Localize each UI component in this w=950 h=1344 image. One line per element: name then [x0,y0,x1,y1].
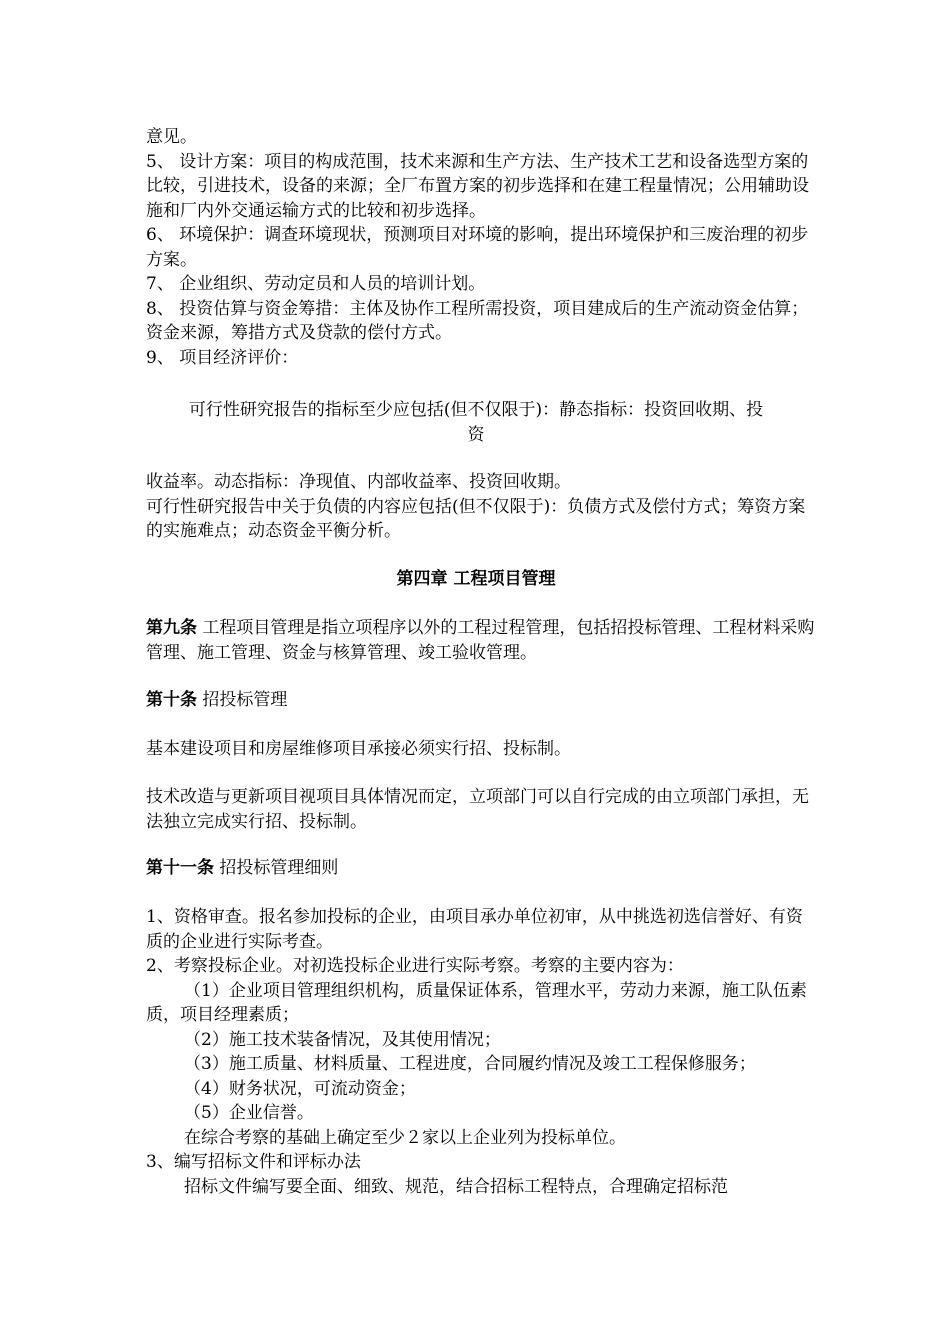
article-11-label: 第十一条 [146,858,214,878]
article-9-label: 第九条 [146,618,197,638]
paragraph-opinion-tail: 意见。 [146,127,197,147]
item-3-detail: 招标文件编写要全面、细致、规范，结合招标工程特点，合理确定招标范 [184,1176,728,1197]
article-10-label: 第十条 [146,690,197,710]
sub-item-2: （2）施工技术装备情况，及其使用情况； [184,1029,501,1050]
item-5-design-plan: 5、 设计方案：项目的构成范围，技术来源和生产方法、生产技术工艺和设备选型方案的比较，引进技术，设备的来源；全厂布置方案的初步选择和在建工程量情况；公用辅助设施和厂内外交通运输方式的比较和初步选择。 [146,151,809,221]
article-10-paragraph-1 [146,737,818,762]
article-10-paragraph-2 [146,785,818,834]
indicators-continued [146,470,818,544]
debt-content: 可行性研究报告中关于负债的内容应包括(但不仅限于)：负债方式及偿付方式；筹资方案的实施难点；动态资金平衡分析。 [146,496,806,541]
indicators-line-3: 收益率。动态指标：净现值、内部收益率、投资回收期。 [146,472,571,492]
indicators-line-1: 可行性研究报告的指标至少应包括(但不仅限于)：静态指标：投资回收期、投 [188,400,764,420]
item-7-organization: 7、 企业组织、劳动定员和人员的培训计划。 [146,274,486,294]
article-9-text: 工程项目管理是指立项程序以外的工程过程管理，包括招投标管理、工程材料采购管理、施工管理、资金与核算管理、竣工验收管理。 [146,618,815,663]
article-10-p2-text: 技术改造与更新项目视项目具体情况而定，立项部门可以自行完成的由立项部门承担，无法独立完成实行招、投标制。 [146,787,809,832]
item-2-inspection: 2、考察投标企业。对初选投标企业进行实际考察。考察的主要内容为： [146,956,684,976]
article-11-text: 招投标管理细则 [214,858,339,878]
sub-item-4: （4）财务状况，可流动资金； [184,1078,416,1099]
article-10-text: 招投标管理 [197,690,288,710]
sub-item-3: （3）施工质量、材料质量、工程进度，合同履约情况及竣工工程保修服务； [184,1054,756,1074]
chapter-4-title: 第四章 工程项目管理 [396,569,556,589]
indicators-centered [146,398,806,447]
item-6-environment: 6、 环境保护：调查环境现状，预测项目对环境的影响，提出环境保护和三废治理的初步方案。 [146,225,809,270]
article-11-heading [146,856,818,881]
article-11-items [146,905,818,1199]
article-9 [146,616,818,665]
article-10-heading [146,688,818,713]
item-3-bidding-docs: 3、编写招标文件和评标办法 [146,1152,361,1172]
sub-item-conclusion: 在综合考察的基础上确定至少２家以上企业列为投标单位。 [184,1127,626,1148]
item-9-evaluation: 9、 项目经济评价： [146,347,299,368]
sub-item-5: （5）企业信誉。 [184,1103,314,1123]
article-10-p1-text: 基本建设项目和房屋维修项目承接必须实行招、投标制。 [146,739,571,759]
item-8-investment: 8、 投资估算与资金筹措：主体及协作工程所需投资，项目建成后的生产流动资金估算；资金来源，筹措方式及贷款的偿付方式。 [146,298,809,343]
feasibility-content-list [146,125,818,370]
item-1-qualification: 1、资格审查。报名参加投标的企业，由项目承办单位初审，从中挑选初选信誉好、有资质的企业进行实际考查。 [146,907,803,952]
sub-item-1: （1）企业项目管理组织机构，质量保证体系，管理水平，劳动力来源，施工队伍素质，项目经理素质； [146,980,807,1025]
indicators-line-2: 资 [467,424,485,445]
